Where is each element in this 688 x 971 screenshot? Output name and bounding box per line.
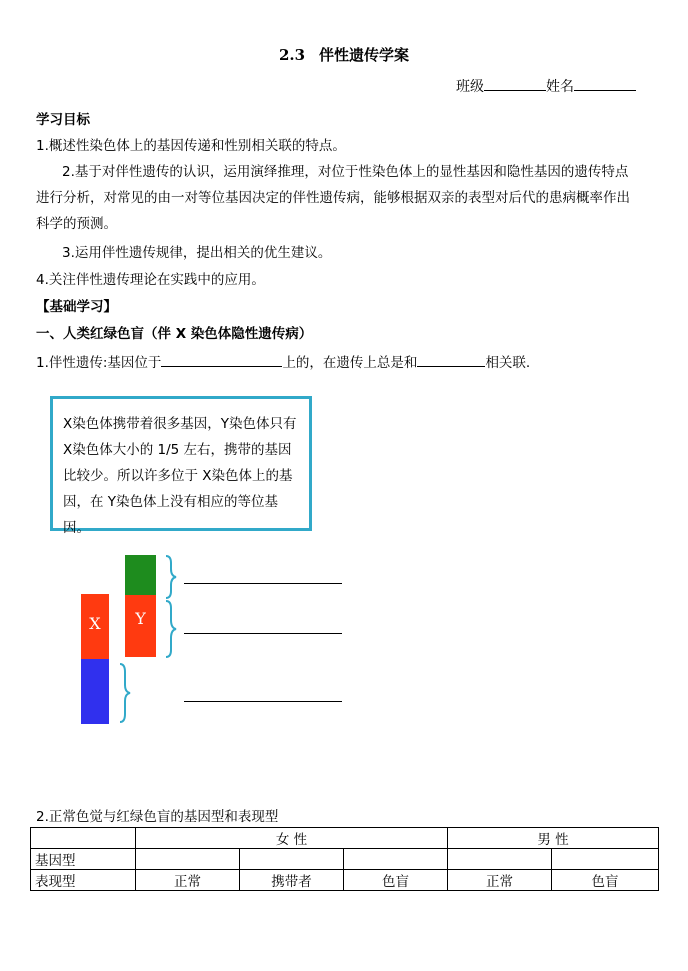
brace-1-icon bbox=[166, 556, 176, 598]
q1-part2: 上的，在遗传上总是和 bbox=[282, 355, 418, 371]
phenotype-male-normal: 正常 bbox=[448, 870, 552, 891]
genotype-male-1[interactable] bbox=[448, 849, 552, 870]
objective-4: 4.关注伴性遗传理论在实践中的应用。 bbox=[36, 272, 265, 288]
section-1-heading: 一、人类红绿色盲（伴 X 染色体隐性遗传病） bbox=[36, 326, 313, 342]
phenotype-male-colorblind: 色盲 bbox=[552, 870, 659, 891]
objective-3: 3.运用伴性遗传规律，提出相关的优生建议。 bbox=[62, 245, 332, 261]
question-2-heading: 2.正常色觉与红绿色盲的基因型和表现型 bbox=[36, 809, 279, 825]
objective-2-line1: 2.基于对伴性遗传的认识，运用演绎推理，对位于性染色体上的显性基因和隐性基因的遗传特点 bbox=[62, 164, 629, 180]
brace-2-icon bbox=[166, 601, 176, 657]
class-name-line bbox=[456, 76, 636, 96]
q1-part3: 相关联. bbox=[485, 355, 531, 371]
table-row-header bbox=[31, 828, 659, 849]
answer-line-3[interactable] bbox=[184, 701, 342, 702]
title-number: 2.3 bbox=[278, 46, 306, 64]
answer-line-2[interactable] bbox=[184, 633, 342, 634]
genotype-table bbox=[30, 827, 659, 891]
genotype-male-2[interactable] bbox=[552, 849, 659, 870]
phenotype-female-colorblind: 色盲 bbox=[344, 870, 448, 891]
answer-line-1[interactable] bbox=[184, 583, 342, 584]
y-chromosome-label: Y bbox=[135, 609, 146, 628]
name-label: 姓名 bbox=[546, 79, 574, 95]
q1-blank-1[interactable] bbox=[161, 352, 282, 367]
brace-3-visible-icon bbox=[120, 664, 130, 722]
phenotype-label: 表现型 bbox=[31, 870, 136, 891]
title-text: 伴性遗传学案 bbox=[319, 46, 410, 64]
objective-1: 1.概述性染色体上的基因传递和性别相关联的特点。 bbox=[36, 138, 346, 154]
genotype-female-1[interactable] bbox=[136, 849, 240, 870]
x-blue-segment bbox=[81, 659, 109, 724]
objectives-heading: 学习目标 bbox=[36, 112, 90, 128]
brace-icons bbox=[158, 550, 188, 730]
male-header: 男 性 bbox=[448, 828, 659, 849]
brace-3-wrapper bbox=[118, 662, 134, 724]
q1-part1: 1.伴性遗传:基因位于 bbox=[36, 355, 162, 371]
page-title bbox=[0, 44, 688, 65]
genotype-label: 基因型 bbox=[31, 849, 136, 870]
y-green-segment bbox=[125, 555, 156, 595]
objective-2-line3: 科学的预测。 bbox=[36, 216, 117, 232]
phenotype-female-normal: 正常 bbox=[136, 870, 240, 891]
q1-blank-2[interactable] bbox=[417, 352, 485, 367]
table-row-genotype bbox=[31, 849, 659, 870]
class-label: 班级 bbox=[456, 79, 484, 95]
table-row-phenotype bbox=[31, 870, 659, 891]
class-blank[interactable] bbox=[484, 76, 546, 91]
question-1 bbox=[36, 351, 530, 371]
table-corner-cell bbox=[31, 828, 136, 849]
genotype-female-2[interactable] bbox=[240, 849, 344, 870]
basic-heading: 【基础学习】 bbox=[36, 299, 117, 315]
genotype-female-3[interactable] bbox=[344, 849, 448, 870]
objective-2-line2: 进行分析，对常见的由一对等位基因决定的伴性遗传病，能够根据双亲的表型对后代的患病概率作出 bbox=[36, 190, 630, 206]
female-header: 女 性 bbox=[136, 828, 448, 849]
name-blank[interactable] bbox=[574, 76, 636, 91]
chromosome-callout: X染色体携带着很多基因，Y染色体只有X染色体大小的 1/5 左右，携带的基因比较少。所以许多位于 X染色体上的基因，在 Y染色体上没有相应的等位基因。 bbox=[50, 396, 312, 531]
phenotype-female-carrier: 携带者 bbox=[240, 870, 344, 891]
x-chromosome-label: X bbox=[89, 614, 101, 633]
